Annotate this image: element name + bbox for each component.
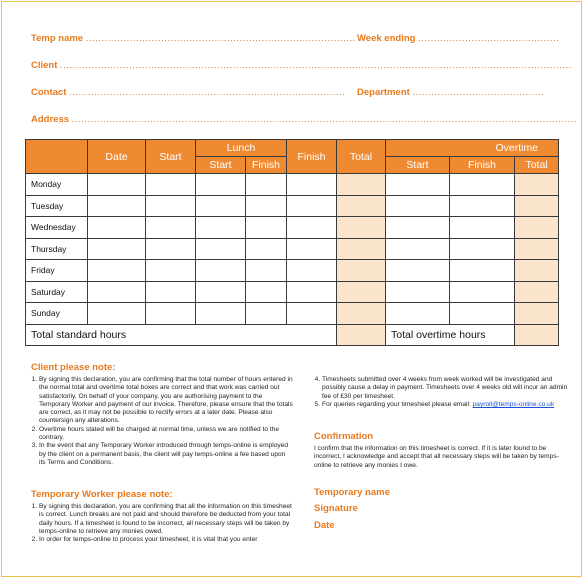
overtime-start-cell[interactable] <box>386 281 450 303</box>
department-label: Department <box>357 87 410 98</box>
total-cell[interactable] <box>337 260 386 282</box>
date-cell[interactable] <box>88 195 146 217</box>
overtime-finish-cell[interactable] <box>450 281 515 303</box>
date-cell[interactable] <box>88 217 146 239</box>
lunch-start-cell[interactable] <box>196 260 246 282</box>
total-overtime-hours-label: Total overtime hours <box>386 324 515 345</box>
lunch-start-cell[interactable] <box>196 238 246 260</box>
day-label: Saturday <box>26 281 88 303</box>
client-note-item: 3. In the event that any Temporary Worker introduced through temps-online is employed by the client on a permanent basis, the client will pay temps-online a fee based upon its Terms and Conditions. <box>39 442 293 467</box>
timesheet-policy-notes <box>314 376 576 409</box>
total-cell[interactable] <box>337 174 386 196</box>
confirmation-text: I confirm that the information on this timesheet is correct. If it is later found to be incorrect, I acknowledge and accept that all necessary steps will be taken by temps-online to retrieve any monies I owe. <box>314 445 559 469</box>
total-standard-hours-value[interactable] <box>337 324 386 345</box>
client-note-list <box>31 376 293 467</box>
overtime-finish-cell[interactable] <box>450 217 515 239</box>
date-cell[interactable] <box>88 260 146 282</box>
overtime-total-cell[interactable] <box>515 238 559 260</box>
table-row <box>26 174 559 196</box>
worker-note-list <box>31 503 293 544</box>
queries-text: For queries regarding your timesheet please email: <box>322 400 473 408</box>
client-label: Client <box>31 60 58 71</box>
policy-note-item <box>322 401 576 409</box>
date-cell[interactable] <box>88 303 146 325</box>
header-overtime: Overtime <box>386 140 559 157</box>
overtime-total-cell[interactable] <box>515 260 559 282</box>
week-ending-label: Week ending <box>357 33 416 44</box>
client-note-title: Client please note: <box>31 362 116 373</box>
lunch-start-cell[interactable] <box>196 195 246 217</box>
header-overtime-finish: Finish <box>450 157 515 174</box>
overtime-start-cell[interactable] <box>386 174 450 196</box>
day-label: Friday <box>26 260 88 282</box>
finish-cell[interactable] <box>287 281 337 303</box>
table-row <box>26 303 559 325</box>
day-label: Monday <box>26 174 88 196</box>
client-note-item: 2. Overtime hours stated will be charged at normal time, unless we are notified to the contrary. <box>39 426 293 443</box>
overtime-finish-cell[interactable] <box>450 260 515 282</box>
header-lunch-start: Start <box>196 157 246 174</box>
header-total: Total <box>337 140 386 174</box>
finish-cell[interactable] <box>287 217 337 239</box>
finish-cell[interactable] <box>287 238 337 260</box>
worker-note-item: 2. In order for temps-online to process your timesheet, it is vital that you enter <box>39 536 293 544</box>
total-cell[interactable] <box>337 303 386 325</box>
overtime-total-cell[interactable] <box>515 195 559 217</box>
total-standard-hours-label: Total standard hours <box>26 324 337 345</box>
address-field[interactable] <box>31 114 578 125</box>
finish-cell[interactable] <box>287 260 337 282</box>
payroll-email-link[interactable]: payroll@temps-online.co.uk <box>472 400 555 408</box>
confirmation-title: Confirmation <box>314 431 374 442</box>
contact-line: ........................................................................................ <box>69 87 346 98</box>
lunch-start-cell[interactable] <box>196 217 246 239</box>
start-cell[interactable] <box>146 238 196 260</box>
header-overtime-start: Start <box>386 157 450 174</box>
timesheet-table <box>25 139 559 346</box>
date-cell[interactable] <box>88 238 146 260</box>
overtime-finish-cell[interactable] <box>450 195 515 217</box>
client-line: ................................................................................................................................................................... <box>60 60 572 71</box>
day-label: Tuesday <box>26 195 88 217</box>
lunch-finish-cell[interactable] <box>246 303 287 325</box>
header-lunch-finish: Finish <box>246 157 287 174</box>
address-line: ................................................................................................................................................................. <box>71 114 578 125</box>
date-label: Date <box>314 520 335 531</box>
lunch-finish-cell[interactable] <box>246 260 287 282</box>
finish-cell[interactable] <box>287 195 337 217</box>
worker-note-item: 1. By signing this declaration, you are confirming that all the information on this timesheet is correct. Lunch breaks are not paid and should therefore be deducted from your total daily hours. If a timesheet is found to be incorrect, all necessary steps will be taken by temps-online to retrieve any monies owed. <box>39 503 293 536</box>
header-blank <box>26 140 88 174</box>
start-cell[interactable] <box>146 217 196 239</box>
department-field[interactable] <box>357 87 543 98</box>
overtime-finish-cell[interactable] <box>450 303 515 325</box>
lunch-start-cell[interactable] <box>196 303 246 325</box>
client-field[interactable] <box>31 60 572 71</box>
start-cell[interactable] <box>146 174 196 196</box>
total-cell[interactable] <box>337 195 386 217</box>
lunch-start-cell[interactable] <box>196 281 246 303</box>
lunch-finish-cell[interactable] <box>246 195 287 217</box>
policy-note-item: 4. Timesheets submitted over 4 weeks from week worked will be investigated and possibly cause a delay in payment. Timesheets over 4 weeks old will incur an admin fee of £30 per timesheet. <box>322 376 576 401</box>
header-finish: Finish <box>287 140 337 174</box>
total-cell[interactable] <box>337 217 386 239</box>
address-label: Address <box>31 114 70 125</box>
total-cell[interactable] <box>337 281 386 303</box>
table-row <box>26 260 559 282</box>
signature-label: Signature <box>314 503 358 514</box>
overtime-start-cell[interactable] <box>386 195 450 217</box>
date-cell[interactable] <box>88 281 146 303</box>
total-overtime-hours-value[interactable] <box>515 324 559 345</box>
overtime-total-cell[interactable] <box>515 303 559 325</box>
overtime-finish-cell[interactable] <box>450 238 515 260</box>
header-date: Date <box>88 140 146 174</box>
lunch-finish-cell[interactable] <box>246 217 287 239</box>
worker-note-title: Temporary Worker please note: <box>31 489 173 500</box>
start-cell[interactable] <box>146 303 196 325</box>
date-cell[interactable] <box>88 174 146 196</box>
overtime-total-cell[interactable] <box>515 174 559 196</box>
day-label: Sunday <box>26 303 88 325</box>
temp-name-label: Temp name <box>31 33 84 44</box>
table-row <box>26 195 559 217</box>
overtime-total-cell[interactable] <box>515 217 559 239</box>
contact-field[interactable] <box>31 87 347 98</box>
day-label: Thursday <box>26 238 88 260</box>
start-cell[interactable] <box>146 195 196 217</box>
header-start: Start <box>146 140 196 174</box>
client-note-item: 1. By signing this declaration, you are confirming that the total number of hours entered in the normal total and overtime total boxes are correct and that work was carried out satisfactorily. On behalf of your company, you are authorising payment to the Temporary Worker and payment of our invoice. Therefore, please ensure that the totals are correct, as it may not be possible to rectify errors at a later date. Please also countersign any alterations. <box>39 376 293 426</box>
table-row <box>26 238 559 260</box>
week-ending-field[interactable] <box>357 33 560 44</box>
header-lunch: Lunch <box>196 140 287 157</box>
temp-name-field[interactable] <box>31 33 356 44</box>
total-cell[interactable] <box>337 238 386 260</box>
lunch-finish-cell[interactable] <box>246 174 287 196</box>
overtime-finish-cell[interactable] <box>450 174 515 196</box>
start-cell[interactable] <box>146 260 196 282</box>
lunch-finish-cell[interactable] <box>246 281 287 303</box>
overtime-start-cell[interactable] <box>386 303 450 325</box>
finish-cell[interactable] <box>287 174 337 196</box>
overtime-total-cell[interactable] <box>515 281 559 303</box>
week-ending-line: ............................................. <box>418 33 560 44</box>
start-cell[interactable] <box>146 281 196 303</box>
finish-cell[interactable] <box>287 303 337 325</box>
overtime-start-cell[interactable] <box>386 217 450 239</box>
lunch-start-cell[interactable] <box>196 174 246 196</box>
overtime-start-cell[interactable] <box>386 260 450 282</box>
header-overtime-total: Total <box>515 157 559 174</box>
overtime-start-cell[interactable] <box>386 238 450 260</box>
table-row <box>26 281 559 303</box>
temporary-name-label: Temporary name <box>314 487 390 498</box>
lunch-finish-cell[interactable] <box>246 238 287 260</box>
day-label: Wednesday <box>26 217 88 239</box>
department-line: .......................................... <box>412 87 545 98</box>
temp-name-line: ...................................................................................... <box>85 33 356 44</box>
contact-label: Contact <box>31 87 67 98</box>
table-row <box>26 217 559 239</box>
